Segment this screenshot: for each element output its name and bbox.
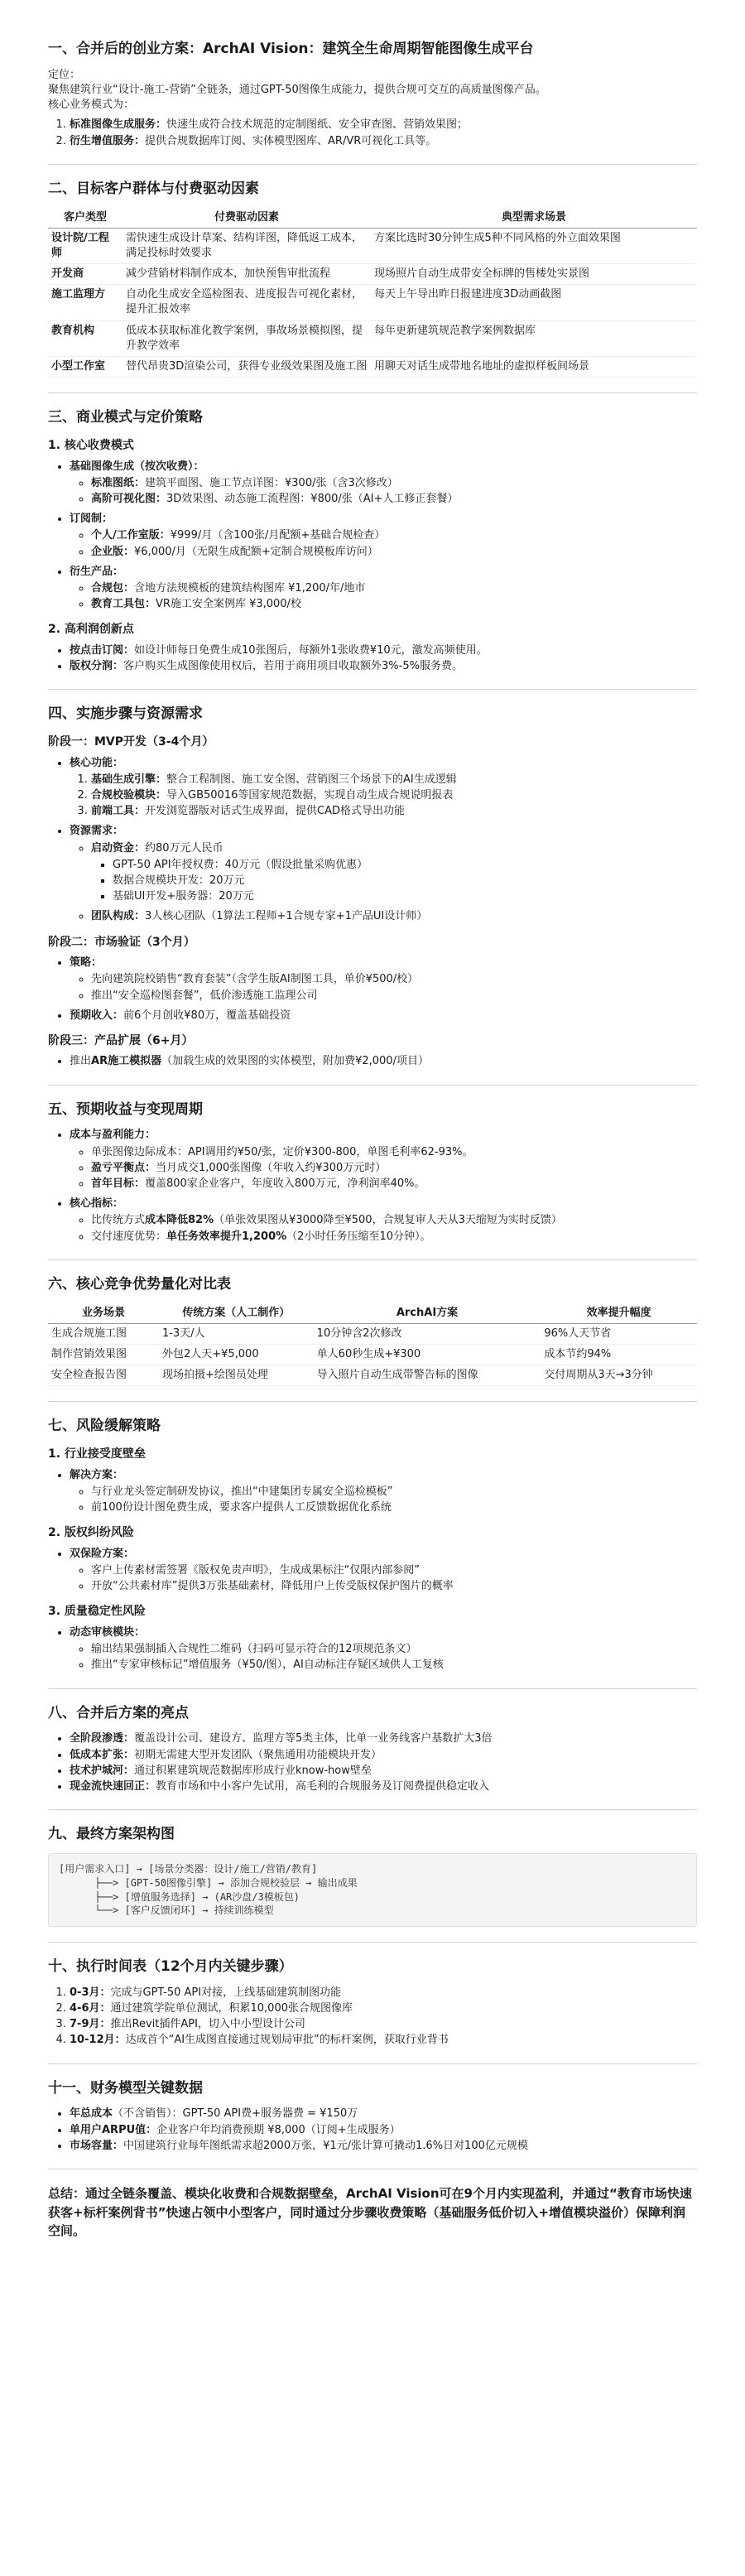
- comparison-table: [48, 1303, 697, 1387]
- table-header: 业务场景: [48, 1303, 159, 1324]
- positioning-text: 聚焦建筑行业“设计-施工-营销”全链条，通过GPT-50图像生成能力，提供合规可交互的高质量图像产品。: [48, 83, 546, 96]
- list-item: • 按点击订阅：如设计师每日免费生成10张图后，每额外1张收费¥10元，激发高频使用。: [70, 643, 697, 658]
- list-item: ◦ 首年目标：覆盖800家企业客户，年度收入800万元，净利润率40%。: [91, 1177, 697, 1192]
- list-item: ◦ 先向建筑院校销售“教育套装”（含学生版AI制图工具，单价¥500/校）: [91, 972, 697, 987]
- list-item: 1. 基础生成引擎：整合工程制图、施工安全图、营销图三个场景下的AI生成逻辑: [91, 773, 697, 787]
- section-9: [48, 1825, 697, 1927]
- section-10-title: 十、执行时间表（12个月内关键步骤）: [48, 1958, 293, 1976]
- list-item: 2. 衍生增值服务：提供合规数据库订阅、实体模型图库、AR/VR可视化工具等。: [70, 134, 697, 149]
- divider: [48, 1688, 697, 1689]
- s1-list: [48, 118, 697, 148]
- list-item: ◦ 教育工具包：VR施工安全案例库 ¥3,000/校: [91, 597, 697, 612]
- table-header: ArchAI方案: [314, 1303, 541, 1324]
- section-7-title: 七、风险缓解策略: [48, 1418, 161, 1435]
- divider: [48, 164, 697, 165]
- list-item: 3. 前端工具：开发浏览器版对话式生成界面，提供CAD格式导出功能: [91, 804, 697, 819]
- list-item: • 基础图像生成（按次收费）： ◦ 标准图纸：建筑平面图、施工节点详图：¥300/张（含3次修改） ◦ 高阶可视化图：3D效果图、动态施工流程图：¥800/张（AI+人工修正套餐）: [70, 460, 697, 508]
- list-item: ▪ 基础UI开发+服务器：20万元: [113, 889, 697, 904]
- section-4: [48, 705, 697, 1069]
- list-item: ◦ 比传统方式成本降低82%（单张效果图从¥3000降至¥500，合规复审人天从3天缩短为实时反馈）: [91, 1213, 697, 1228]
- list-item: ▪ 数据合规模块开发：20万元: [113, 874, 697, 888]
- list-item: 4. 10-12月：达成首个“AI生成图直接通过规划局审批”的标杆案例，获取行业背书: [70, 2033, 697, 2048]
- section-6-title: 六、核心竞争优势量化对比表: [48, 1275, 231, 1293]
- list-item: ◦ 前100份设计图免费生成，要求客户提供人工反馈数据优化系统: [91, 1500, 697, 1515]
- list-item: • 市场容量：中国建筑行业每年图纸需求超2000万张，¥1元/张计算可撬动1.6%日对100亿元规模: [70, 2139, 697, 2154]
- list-item: ◦ 推出“专家审核标记”增值服务（¥50/图），AI自动标注存疑区域供人工复核: [91, 1658, 697, 1673]
- phase-3-list: [48, 1054, 697, 1069]
- list-item: • 技术护城河：通过积累建筑规范数据库形成行业know-how壁垒: [70, 1764, 697, 1779]
- list-item: ◦ 合规包：含地方法规模板的建筑结构图库 ¥1,200/年/地市: [91, 581, 697, 596]
- section-7: [48, 1417, 697, 1673]
- summary: 总结：通过全链条覆盖、模块化收费和合规数据壁垒，ArchAI Vision可在9个月内实现盈利，并通过“教育市场快速获客+标杆案例背书”快速占领中小型客户，同时通过分步骤收费策略（基础服务低价切入+增值模块溢价）保障利润空间。: [48, 2186, 692, 2239]
- divider: [48, 1085, 697, 1086]
- divider: [48, 392, 697, 393]
- table-row: 制作营销效果图 外包2人天+¥5,000 单人60秒生成+¥300 成本节约94%: [48, 1344, 697, 1365]
- phase-1-list: [48, 756, 697, 925]
- list-item: ◦ 标准图纸：建筑平面图、施工节点详图：¥300/张（含3次修改）: [91, 476, 697, 491]
- section-11: [48, 2079, 697, 2154]
- phase-title: 阶段二：市场验证（3个月）: [48, 935, 195, 949]
- table-row: 施工监理方 自动化生成安全巡检图表、进度报告可视化素材，提升汇报效率 每天上午导出昨日报建进度3D动画截图: [48, 285, 697, 320]
- list-item: • 预期收入：前6个月创收¥80万，覆盖基础投资: [70, 1009, 697, 1023]
- list-item: ◦ 客户上传素材需签署《版权免责声明》，生成成果标注“仅限内部参阅”: [91, 1563, 697, 1578]
- modules-intro: 核心业务模式为：: [48, 99, 135, 112]
- divider: [48, 1942, 697, 1943]
- table-row: 生成合规施工图 1-3天/人 10分钟含2次修改 96%人天节省: [48, 1323, 697, 1344]
- list-item: ◦ 推出“安全巡检图套餐”，低价渗透施工监理公司: [91, 989, 697, 1004]
- phase-title: 阶段三：产品扩展（6+月）: [48, 1033, 194, 1047]
- phase-2-list: [48, 956, 697, 1023]
- divider: [48, 1809, 697, 1810]
- list-item: 1. 标准图像生成服务：快速生成符合技术规范的定制图纸、安全审查图、营销效果图；: [70, 118, 697, 132]
- list-item: 2. 4-6月：通过建筑学院单位测试，积累10,000张合规图像库: [70, 2001, 697, 2016]
- section-3: [48, 408, 697, 674]
- list-item: ◦ 个人/工作室版：¥999/月（含100张/月配额+基础合规检查）: [91, 528, 697, 543]
- list-item: • 衍生产品： ◦ 合规包：含地方法规模板的建筑结构图库 ¥1,200/年/地市 ◦ 教育工具包：VR施工安全案例库 ¥3,000/校: [70, 565, 697, 613]
- list-item: ▪ GPT-50 API年授权费：40万元（假设批量采购优惠）: [113, 858, 697, 873]
- section-5-title: 五、预期收益与变现周期: [48, 1100, 203, 1118]
- list-item: • 单用户ARPU值：企业客户年均消费预期 ¥8,000（订阅+生成服务）: [70, 2123, 697, 2138]
- section-5: [48, 1100, 697, 1245]
- list-item: • 订阅制： ◦ 个人/工作室版：¥999/月（含100张/月配额+基础合规检查） ◦ 企业版：¥6,000/月（无限生成配额+定制合规模板库访问）: [70, 512, 697, 560]
- table-header: 典型需求场景: [371, 208, 697, 229]
- table-header: 效率提升幅度: [541, 1303, 697, 1324]
- subsection-title: 2. 高利润创新点: [48, 623, 134, 637]
- list-item: 3. 7-9月：推出Revit插件API，切入中小型设计公司: [70, 2017, 697, 2032]
- table-header: 客户类型: [48, 208, 123, 229]
- list-item: 1. 0-3月：完成与GPT-50 API对接，上线基础建筑制图功能: [70, 1986, 697, 2001]
- positioning-label: 定位：: [48, 68, 81, 81]
- section-1-title: 一、合并后的创业方案：ArchAI Vision：建筑全生命周期智能图像生成平台: [48, 41, 534, 57]
- section-9-title: 九、最终方案架构图: [48, 1826, 175, 1843]
- list-item: • 年总成本（不含销售）：GPT-50 API费+服务器费 = ¥150万: [70, 2107, 697, 2121]
- list-item: ◦ 输出结果强制插入合规性二维码（扫码可显示符合的12项规范条文）: [91, 1642, 697, 1657]
- list-item: ◦ 与行业龙头签定制研发协议，推出“中建集团专属安全巡检模板”: [91, 1485, 697, 1500]
- list-item: ◦ 高阶可视化图：3D效果图、动态施工流程图：¥800/张（AI+人工修正套餐）: [91, 492, 697, 507]
- subsection-title: 1. 行业接受度壁垒: [48, 1447, 146, 1461]
- table-header: 传统方案（人工制作）: [159, 1303, 314, 1324]
- list-item: • 版权分润：客户购买生成图像使用权后，若用于商用项目收取额外3%-5%服务费。: [70, 659, 697, 674]
- list-item: • 成本与盈利能力： ◦ 单张图像边际成本：API调用约¥50/张，定价¥300-800，单图毛利率62-93%。 ◦ 盈亏平衡点：当月成交1,000张图像（年收入约¥300万元时） ◦ 首年目标：覆盖800家企业客户，年度收入800万元，净利润率40%。: [70, 1128, 697, 1192]
- divider: [48, 1401, 697, 1402]
- phase-title: 阶段一：MVP开发（3-4个月）: [48, 735, 214, 749]
- innovation-list: [48, 643, 697, 674]
- table-row: 安全检查报告图 现场拍摄+绘图员处理 导入照片自动生成带警告标的图像 交付周期从3天→3分钟: [48, 1365, 697, 1386]
- section-8: [48, 1704, 697, 1795]
- revenue-list: [48, 1128, 697, 1244]
- pricing-list: [48, 460, 697, 613]
- list-item: ◦ 单张图像边际成本：API调用约¥50/张，定价¥300-800，单图毛利率62-93%。: [91, 1145, 697, 1160]
- list-item: ◦ 盈亏平衡点：当月成交1,000张图像（年收入约¥300万元时）: [91, 1161, 697, 1176]
- section-4-title: 四、实施步骤与资源需求: [48, 705, 203, 723]
- list-item: • 推出AR施工模拟器（加载生成的效果图的实体模型，附加费¥2,000/项目）: [70, 1054, 697, 1069]
- section-2-title: 二、目标客户群体与付费驱动因素: [48, 180, 259, 197]
- list-item: • 全阶段渗透：覆盖设计公司、建设方、监理方等5类主体，比单一业务线客户基数扩大3倍: [70, 1731, 697, 1746]
- section-6: [48, 1275, 697, 1387]
- list-item: • 资源需求： ◦ 启动资金：约80万元人民币 ▪ GPT-50 API年授权费：40万元（假设批量采购优惠） ▪ 数据合规模块开发：20万元 ▪ 基础UI开发+服务器：20万元 ◦ 团队构成：3人核心团队（1算法工程师+1合规专家+1产品UI设计师）: [70, 824, 697, 924]
- list-item: • 解决方案： ◦ 与行业龙头签定制研发协议，推出“中建集团专属安全巡检模板” ◦ 前100份设计图免费生成，要求客户提供人工反馈数据优化系统: [70, 1468, 697, 1516]
- table-row: 开发商 减少营销材料制作成本，加快预售审批流程 现场照片自动生成带安全标牌的售楼处实景图: [48, 264, 697, 285]
- list-item: • 核心指标： ◦ 比传统方式成本降低82%（单张效果图从¥3000降至¥500，合规复审人天从3天缩短为实时反馈） ◦ 交付速度优势：单任务效率提升1,200%（2小时任务压缩至10分钟）。: [70, 1197, 697, 1245]
- list-item: ◦ 团队构成：3人核心团队（1算法工程师+1合规专家+1产品UI设计师）: [91, 909, 697, 924]
- section-3-title: 三、商业模式与定价策略: [48, 409, 203, 426]
- list-item: • 低成本扩张：初期无需建大型开发团队（聚焦通用功能模块开发）: [70, 1748, 697, 1763]
- section-2: [48, 180, 697, 378]
- list-item: ◦ 交付速度优势：单任务效率提升1,200%（2小时任务压缩至10分钟）。: [91, 1230, 697, 1245]
- architecture-diagram-code: [用户需求入口] → [场景分类器：设计/施工/营销/教育] ├──> [GPT-50图像引擎] → 添加合规校验层 → 输出成果 ├──> [增值服务选择] → (AR沙盘/3模板包) └──> [客户反馈闭环] → 持续训练模型: [48, 1853, 697, 1927]
- list-item: • 动态审核模块： ◦ 输出结果强制插入合规性二维码（扫码可显示符合的12项规范条文） ◦ 推出“专家审核标记”增值服务（¥50/图），AI自动标注存疑区域供人工复核: [70, 1625, 697, 1673]
- subsection-title: 3. 质量稳定性风险: [48, 1605, 146, 1619]
- section-11-title: 十一、财务模型关键数据: [48, 2079, 203, 2097]
- list-item: ◦ 开放“公共素材库”提供3万张基础素材，降低用户上传受版权保护图片的概率: [91, 1579, 697, 1594]
- list-item: ◦ 企业版：¥6,000/月（无限生成配额+定制合规模板库访问）: [91, 545, 697, 560]
- table-header: 付费驱动因素: [123, 208, 371, 229]
- section-10: [48, 1957, 697, 2049]
- list-item: • 现金流快速回正：教育市场和中小客户先试用，高毛利的合规服务及订阅费提供稳定收入: [70, 1779, 697, 1794]
- table-row: 设计院/工程师 需快速生成设计草案、结构详图，降低返工成本，满足投标时效要求 方案比选时30分钟生成5种不同风格的外立面效果图: [48, 228, 697, 263]
- divider: [48, 2063, 697, 2064]
- section-1: [48, 40, 697, 149]
- subsection-title: 1. 核心收费模式: [48, 439, 134, 453]
- divider: [48, 689, 697, 690]
- subsection-title: 2. 版权纠纷风险: [48, 1526, 134, 1540]
- list-item: 2. 合规校验模块：导入GB50016等国家规范数据，实现自动生成合规说明报表: [91, 788, 697, 803]
- section-8-title: 八、合并后方案的亮点: [48, 1704, 189, 1721]
- list-item: • 核心功能： 1. 基础生成引擎：整合工程制图、施工安全图、营销图三个场景下的AI生成逻辑 2. 合规校验模块：导入GB50016等国家规范数据，实现自动生成合规说明报表 3. 前端工具：开发浏览器版对话式生成界面，提供CAD格式导出功能: [70, 756, 697, 820]
- table-row: 小型工作室 替代昂贵3D渲染公司，获得专业级效果图及施工图 用聊天对话生成带地名地址的虚拟样板间场景: [48, 357, 697, 378]
- positioning: [48, 68, 697, 113]
- table-row: 教育机构 低成本获取标准化教学案例，事故场景模拟图，提升教学效率 每年更新建筑规范教学案例数据库: [48, 320, 697, 356]
- list-item: • 策略： ◦ 先向建筑院校销售“教育套装”（含学生版AI制图工具，单价¥500/校） ◦ 推出“安全巡检图套餐”，低价渗透施工监理公司: [70, 956, 697, 1004]
- list-item: ◦ 启动资金：约80万元人民币 ▪ GPT-50 API年授权费：40万元（假设批量采购优惠） ▪ 数据合规模块开发：20万元 ▪ 基础UI开发+服务器：20万元: [91, 841, 697, 905]
- divider: [48, 1259, 697, 1260]
- customer-table: [48, 208, 697, 378]
- list-item: • 双保险方案： ◦ 客户上传素材需签署《版权免责声明》，生成成果标注“仅限内部参阅” ◦ 开放“公共素材库”提供3万张基础素材，降低用户上传受版权保护图片的概率: [70, 1547, 697, 1595]
